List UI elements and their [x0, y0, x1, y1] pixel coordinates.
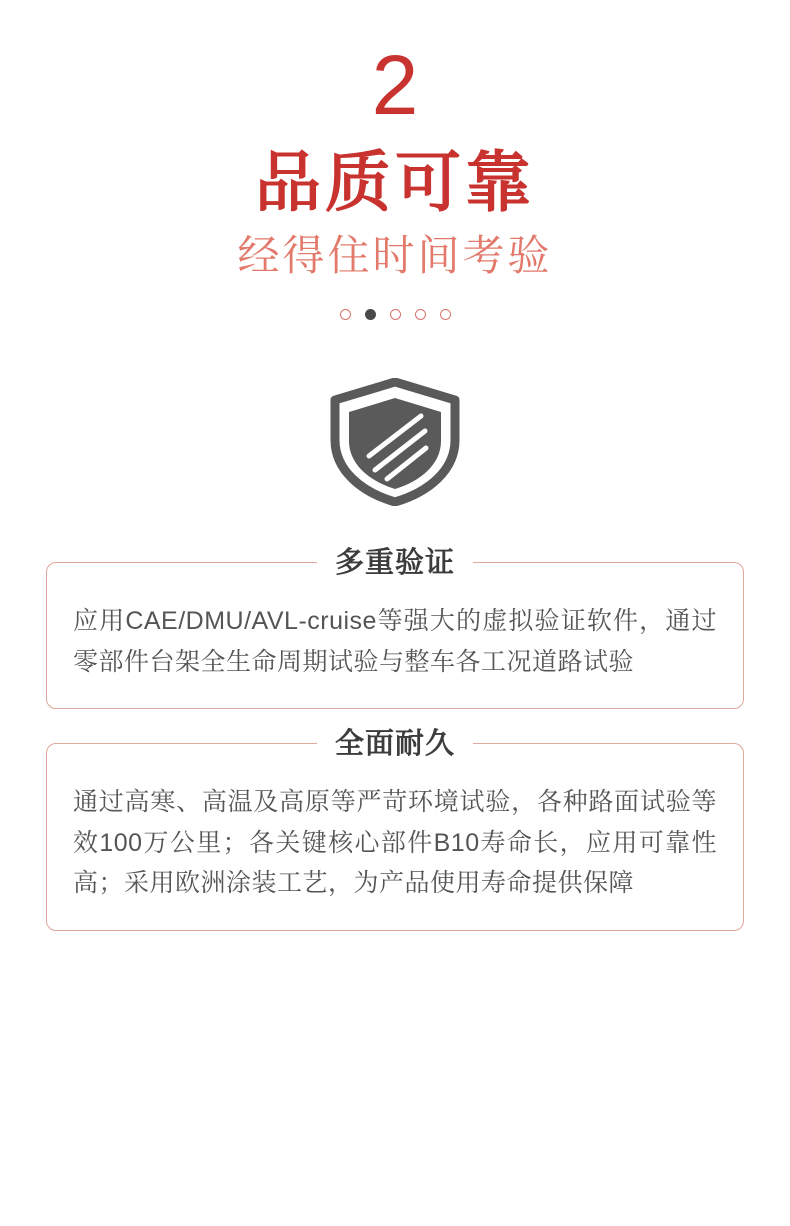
section-number: 2	[371, 38, 419, 132]
card-title: 全面耐久	[317, 725, 473, 763]
card-title: 多重验证	[317, 544, 473, 582]
cards-container	[0, 547, 790, 931]
pagination-dot-1[interactable]	[340, 309, 351, 320]
shield-icon	[325, 378, 465, 506]
card-body: 应用CAE/DMU/AVL-cruise等强大的虚拟验证软件，通过零部件台架全生命周期试验与整车各工况道路试验	[73, 607, 717, 676]
pagination-dots	[0, 309, 790, 320]
pagination-dot-3[interactable]	[390, 309, 401, 320]
page-title: 品质可靠	[255, 144, 535, 219]
pagination-dot-4[interactable]	[415, 309, 426, 320]
card-body: 通过高寒、高温及高原等严苛环境试验，各种路面试验等效100万公里；各关键核心部件B10寿命长，应用可靠性高；采用欧洲涂装工艺，为产品使用寿命提供保障	[73, 788, 717, 898]
card-multi-verification	[46, 547, 744, 709]
pagination-dot-5[interactable]	[440, 309, 451, 320]
page-subtitle: 经得住时间考验	[237, 232, 553, 280]
header-block	[0, 0, 790, 279]
shield-icon-wrap	[0, 378, 790, 506]
card-full-durability	[46, 728, 744, 931]
pagination-dot-2-active[interactable]	[365, 309, 376, 320]
